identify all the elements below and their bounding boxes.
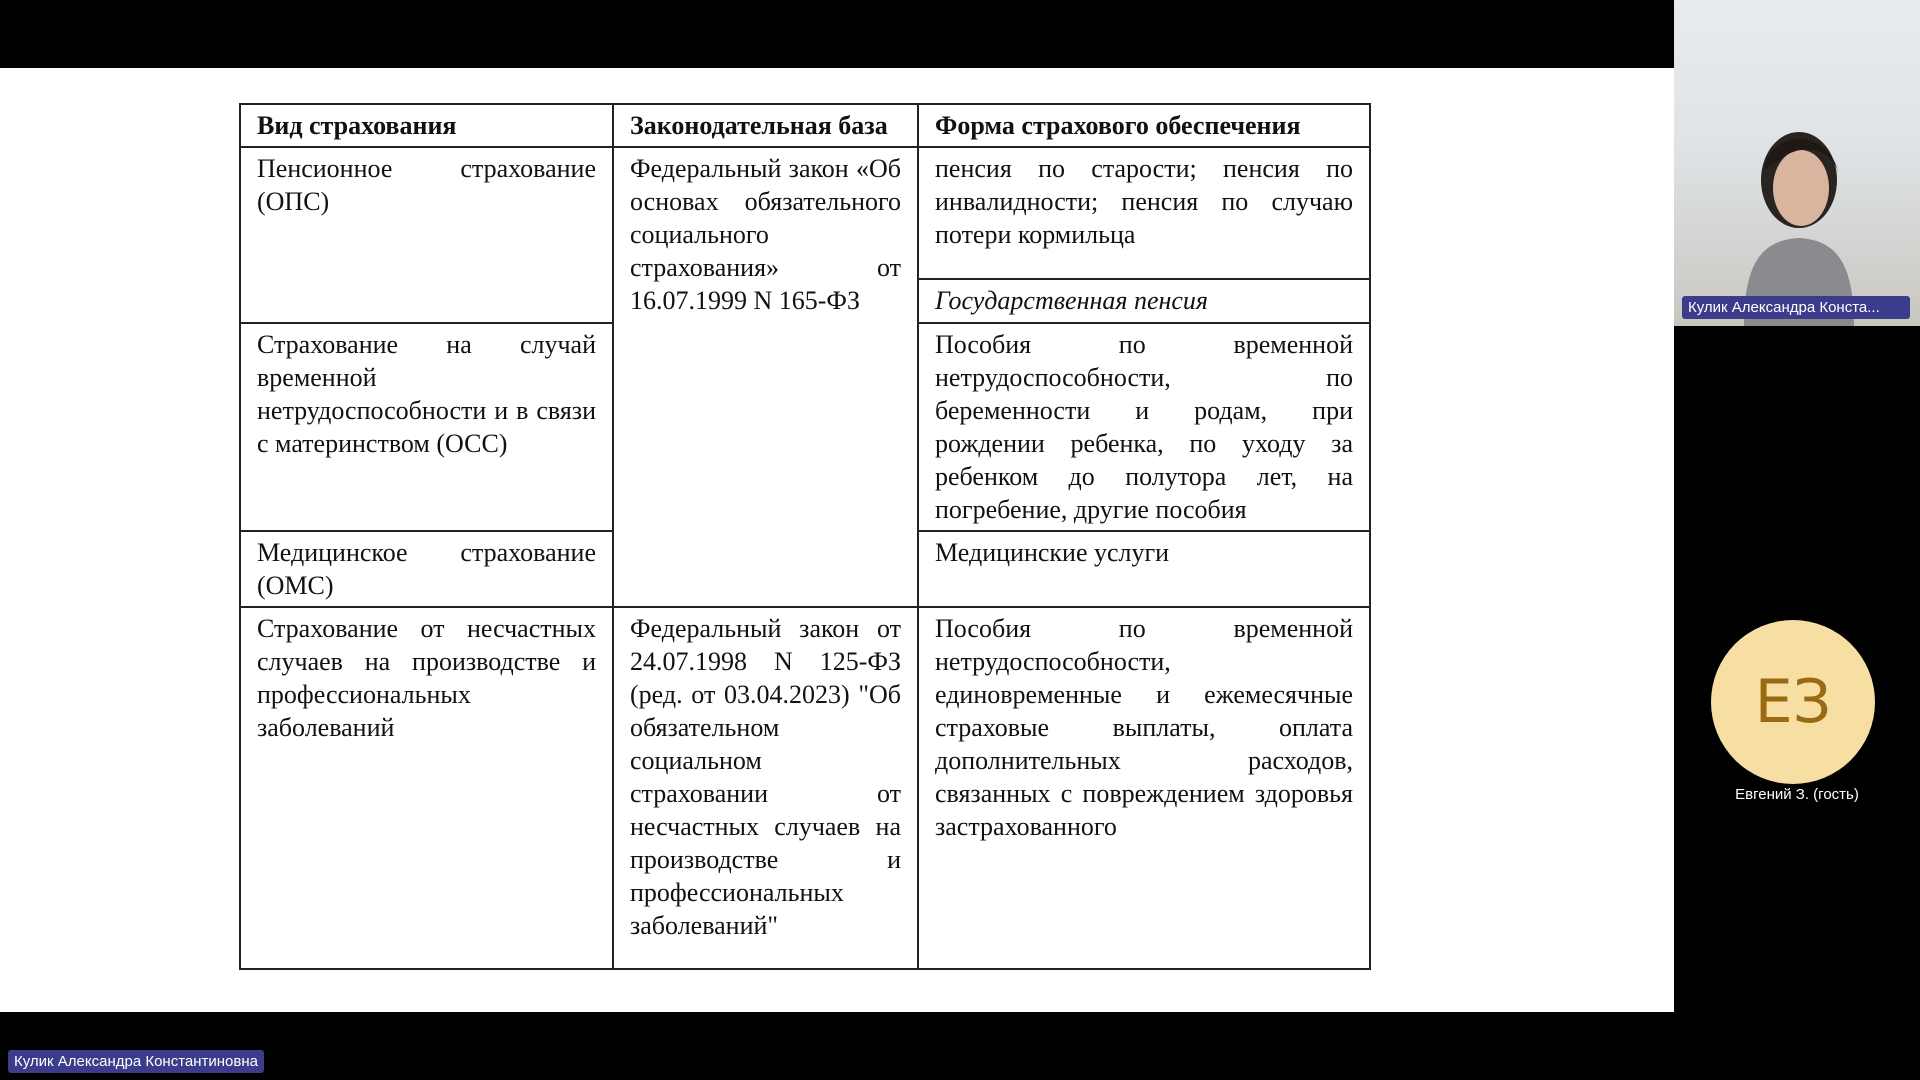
- shared-slide: [0, 68, 1674, 1012]
- guest-name: Евгений З. (гость): [1735, 786, 1859, 803]
- cell-form: Пособия по временной нетрудоспособности, по беременности и родам, при рождении ребенка, по уходу за ребенком до полутора лет, на погребение, другие пособия: [918, 323, 1370, 531]
- table-row: [240, 147, 1370, 279]
- cell-form: Пособия по временной нетрудоспособности, единовременные и ежемесячные страховые выплаты, оплата дополнительных расходов, связанных с повреждением здоровья застрахованного: [918, 607, 1370, 969]
- header-legal-basis: Законодательная база: [613, 104, 918, 147]
- cell-form-extra: Государственная пенсия: [918, 279, 1370, 323]
- person-silhouette-icon: [1724, 110, 1874, 326]
- cell-type: Пенсионное страхование (ОПС): [240, 147, 613, 323]
- table-header-row: [240, 104, 1370, 147]
- cell-type: Страхование на случай временной нетрудоспособности и в связи с материнством (ОСС): [240, 323, 613, 531]
- guest-participant-tile[interactable]: [1674, 620, 1920, 810]
- cell-form: Медицинские услуги: [918, 531, 1370, 607]
- cell-law: Федеральный закон «Об основах обязательного социального страхования» от 16.07.1999 N 165-ФЗ: [613, 147, 918, 607]
- speaker-video-tile[interactable]: [1674, 0, 1920, 326]
- speaker-name-tag: Кулик Александра Конста...: [1682, 296, 1910, 319]
- cell-form: пенсия по старости; пенсия по инвалидности; пенсия по случаю потери кормильца: [918, 147, 1370, 279]
- table-row: [240, 607, 1370, 969]
- presenter-name-tag: Кулик Александра Константиновна: [8, 1050, 264, 1073]
- insurance-table: [239, 103, 1371, 970]
- header-insurance-type: Вид страхования: [240, 104, 613, 147]
- header-coverage-form: Форма страхового обеспечения: [918, 104, 1370, 147]
- cell-type: Медицинское страхование (ОМС): [240, 531, 613, 607]
- avatar: ЕЗ: [1711, 620, 1875, 784]
- cell-type: Страхование от несчастных случаев на производстве и профессиональных заболеваний: [240, 607, 613, 969]
- cell-law: Федеральный закон от 24.07.1998 N 125-ФЗ (ред. от 03.04.2023) "Об обязательном социальном страховании от несчастных случаев на производстве и профессиональных заболеваний": [613, 607, 918, 969]
